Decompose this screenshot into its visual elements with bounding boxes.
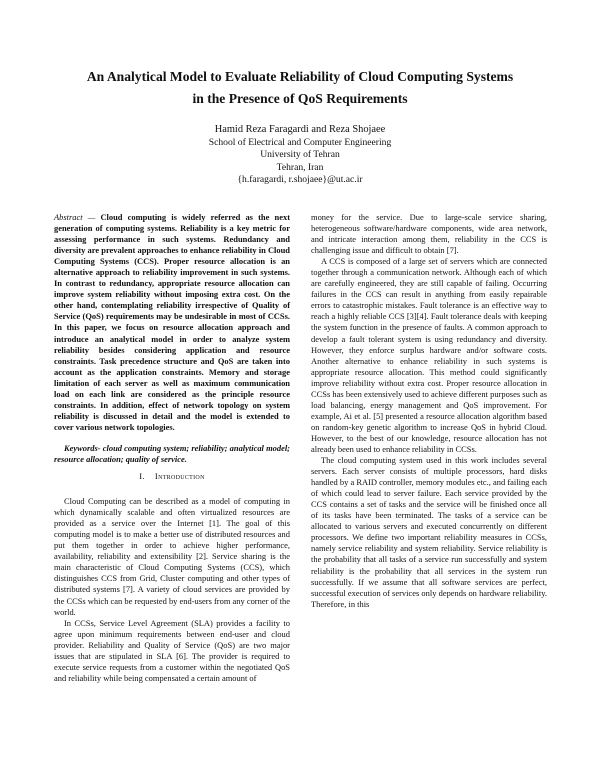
intro-paragraph-1: Cloud Computing can be described as a model of computing in which dynamically scalable and often virtualized resources are provided as a service over the Internet [1]. The goal of this computing model is to make a better use of distributed resources and put them together in order to achieve higher performance, availability, reliability and extensibility [2]. Service sharing is the main characteristic of Cloud Computing Systems (CCS), which distinguishes CCS from Grid, Cluster computing and other types of distributed systems [7]. A variety of cloud services are provided by the CCSs which can be requested by end-users from any corner of the world. bbox=[54, 496, 290, 617]
paper-title bbox=[40, 66, 560, 110]
abstract bbox=[54, 212, 290, 433]
affiliation-school: School of Electrical and Computer Engineering bbox=[208, 136, 392, 148]
section-number: I. bbox=[139, 471, 145, 482]
author-block bbox=[100, 124, 500, 187]
right-paragraph-1: A CCS is composed of a large set of servers which are connected together through a communication network. Although each of which are carefully engineered, they are still capable of failing. Occurring failures in the CCS can result in anything from easily repairable errors to catastrophic mistakes. Fault tolerance is an effective way to reach a highly reliable CCS [3][4]. Fault tolerance deals with keeping the system function in the presence of faults. A common approach to develop a fault tolerant system is using redundancy and diversity. However, they enforce surplus hardware and/or software costs. Another alternative to enhance reliability in such systems is appropriate resource allocation. This method could significantly improve reliability without extra cost. Proper resource allocation in CCSs has been extensively used to achieve different purposes such as load balancing, energy management and QoS improvement. For example, Ai et al. [5] presented a resource allocation algorithm based on random-key genetic algorithm to increase QoS in hybrid Cloud. However, to the best of our knowledge, resource allocation has not already been used to enhance reliability in CCSs. bbox=[311, 256, 547, 454]
abstract-label: Abstract — bbox=[54, 212, 96, 222]
left-column bbox=[54, 212, 290, 684]
section-title: Introduction bbox=[154, 471, 205, 482]
right-paragraph-2: The cloud computing system used in this work includes several servers. Each server consists of multiple processors, hard disks handled by a RAID controller, memory modules etc., and failing each of which could lead to server failure. Each service provided by the CCS contains a set of tasks and the service will be finished once all of its tasks have been terminated. The tasks of a service can be allocated to various servers and executed concurrently on different processors. We define two important reliability measures in CCSs, namely service reliability and system reliability. Service reliability is the probability that all tasks of a service run successfully and system reliability is the probability that all services in the system run successfully. If we assume that all software services are perfect, successful execution of services only depends on hardware reliability. Therefore, in this bbox=[311, 455, 547, 609]
abstract-text: Cloud computing is widely referred as the next generation of computing systems. Reliability is a key metric for assessing performance in such systems. Redundancy and diversity are prevalent approaches to enhance reliability in Cloud Computing Systems (CCS). Proper resource allocation is an alternative approach to reliability improvement in such systems. In contrast to redundancy, appropriate resource allocation can improve system reliability without imposing extra cost. On the other hand, contemplating reliability irrespective of Quality of Service (QoS) requirements may be undesirable in most of CCSs. In this paper, we focus on resource allocation approach and introduce an analytical model in order to analyze system reliability besides considering application and resource constraints. Task precedence structure and QoS are taken into account as the application constraints. Memory and storage limitation of each server as well as maximum communication load on each link are considered as the principle resource constraints. In addition, effect of network topology on system reliability is discussed in detail and the model is extended to cover various network topologies. bbox=[54, 212, 290, 432]
affiliation-university: University of Tehran bbox=[260, 149, 340, 161]
title-line-1: An Analytical Model to Evaluate Reliability of Cloud Computing Systems bbox=[86, 69, 514, 84]
author-email: {h.faragardi, r.shojaee}@ut.ac.ir bbox=[237, 174, 363, 186]
author-names: Hamid Reza Faragardi and Reza Shojaee bbox=[214, 124, 386, 135]
title-line-2: in the Presence of QoS Requirements bbox=[192, 91, 408, 106]
right-paragraph-continued: money for the service. Due to large-scale service sharing, heterogeneous software/hardware components, wide area network, and intricate interaction among them, reliability in the CCS is challenging issue and difficult to obtain [7]. bbox=[311, 212, 547, 256]
affiliation-location: Tehran, Iran bbox=[276, 161, 324, 173]
section-heading bbox=[54, 471, 290, 482]
intro-paragraph-2: In CCSs, Service Level Agreement (SLA) provides a facility to agree upon minimum requirements between end-user and cloud provider. Reliability and Quality of Service (QoS) are two major issues that are stipulated in SLA [6]. The provider is required to execute service requests from a customer within the negotiated QoS and reliability while being compensated a certain amount of bbox=[54, 617, 290, 683]
keywords: Keywords- cloud computing system; reliability; analytical model; resource allocation; quality of service. bbox=[54, 442, 290, 464]
right-column bbox=[311, 212, 547, 610]
